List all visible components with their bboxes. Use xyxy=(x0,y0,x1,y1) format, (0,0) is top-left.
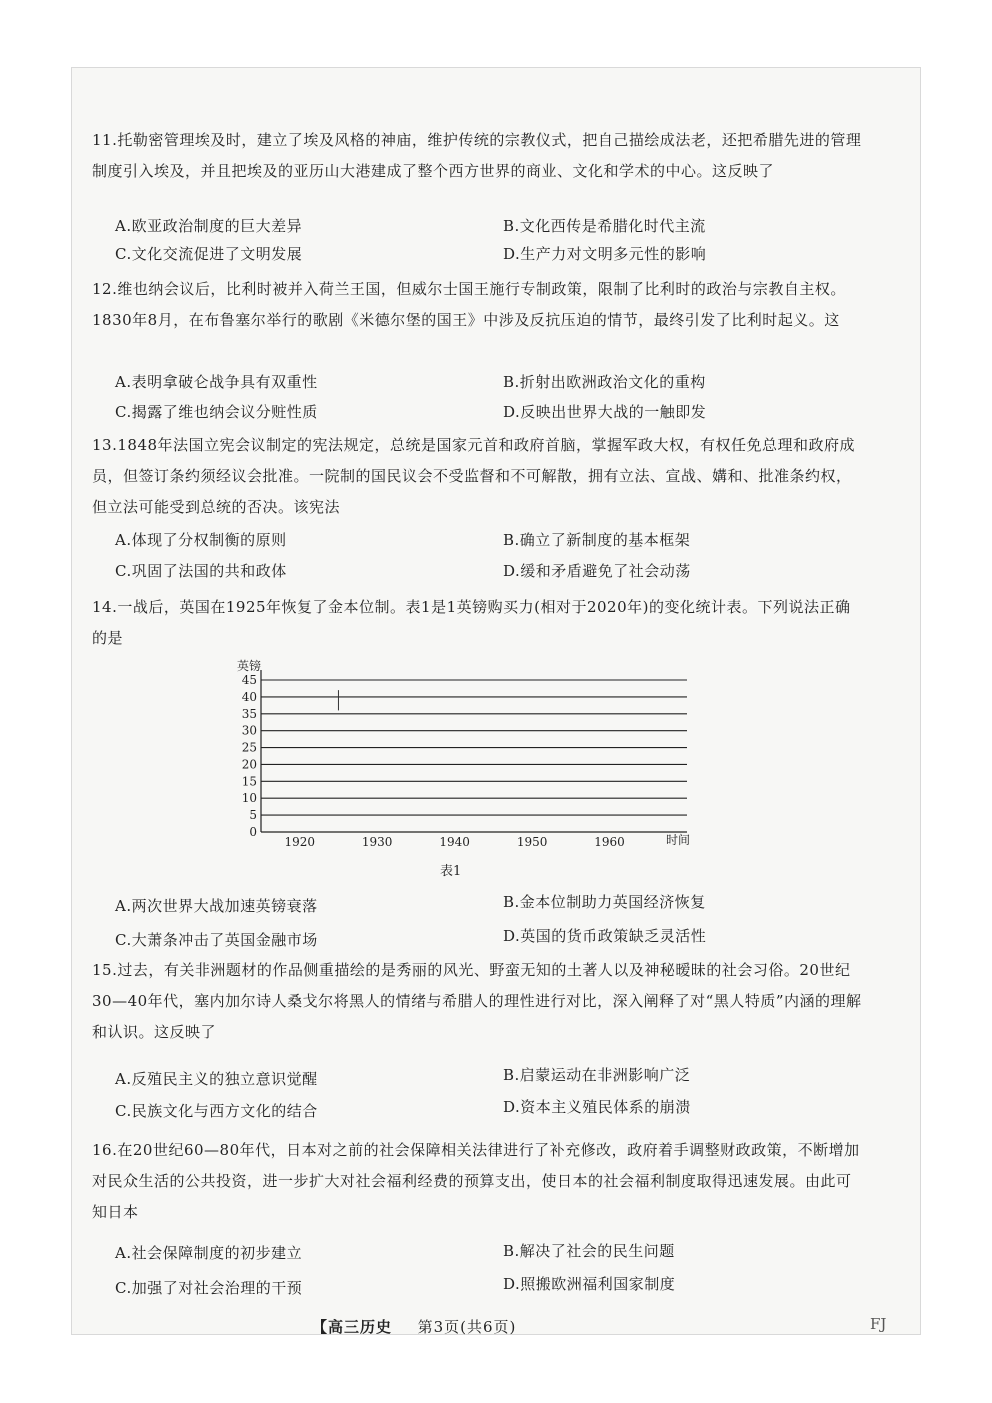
chart-x-tick-label: 1960 xyxy=(594,835,625,849)
question-14-option-b: B.金本位制助力英国经济恢复 xyxy=(503,893,706,911)
question-15-option-d: D.资本主义殖民体系的崩溃 xyxy=(503,1098,691,1116)
chart-x-tick-label: 1930 xyxy=(361,835,393,849)
question-11-option-a: A.欧亚政治制度的巨大差异 xyxy=(115,217,303,235)
question-12-stem: 12.维也纳会议后，比利时被并入荷兰王国，但威尔士国王施行专制政策，限制了比利时的政治与宗教自主权。1830年8月，在布鲁塞尔举行的歌剧《米德尔堡的国王》中涉及反抗压迫的情节，最终引发了比利时起义。这 xyxy=(92,280,846,329)
question-11-option-c: C.文化交流促进了文明发展 xyxy=(115,245,303,263)
chart-y-tick-label: 15 xyxy=(241,774,257,789)
question-14-option-c: C.大萧条冲击了英国金融市场 xyxy=(115,931,318,949)
footer-subject: 【高三历史 xyxy=(312,1318,393,1336)
footer-page-number: 第3页(共6页) xyxy=(417,1318,517,1336)
chart-y-tick-label: 25 xyxy=(241,740,257,755)
question-14-stem: 14.一战后，英国在1925年恢复了金本位制。表1是1英镑购买力(相对于2020年)的变化统计表。下列说法正确的是 xyxy=(92,598,851,647)
chart-caption: 表1 xyxy=(440,864,462,879)
chart-y-tick-label: 40 xyxy=(241,689,257,704)
question-11-option-d: D.生产力对文明多元性的影响 xyxy=(503,245,707,263)
chart-y-axis-label: 英镑 xyxy=(237,659,262,673)
chart-x-tick-label: 1940 xyxy=(439,835,470,849)
question-15-option-a: A.反殖民主义的独立意识觉醒 xyxy=(115,1070,318,1088)
question-16-option-c: C.加强了对社会治理的干预 xyxy=(115,1279,303,1297)
question-12-option-b: B.折射出欧洲政治文化的重构 xyxy=(503,373,706,391)
question-13-stem: 13.1848年法国立宪会议制定的宪法规定，总统是国家元首和政府首脑，掌握军政大权，有权任免总理和政府成员，但签订条约须经议会批准。一院制的国民议会不受监督和不可解散，拥有立法、宣战、媾和、批准条约权，但立法可能受到总统的否决。该宪法 xyxy=(92,436,856,516)
chart-x-tick-label: 1950 xyxy=(516,835,548,849)
question-12-option-d: D.反映出世界大战的一触即发 xyxy=(503,403,707,421)
question-16-option-d: D.照搬欧洲福利国家制度 xyxy=(503,1275,676,1293)
chart-y-tick-label: 30 xyxy=(241,723,257,738)
question-15-option-c: C.民族文化与西方文化的结合 xyxy=(115,1102,318,1120)
chart-x-axis-label: 时间 xyxy=(666,833,691,847)
purchasing-power-chart xyxy=(225,652,705,857)
question-13-option-c: C.巩固了法国的共和政体 xyxy=(115,562,287,580)
question-12-option-a: A.表明拿破仑战争具有双重性 xyxy=(115,373,318,391)
question-12-option-c: C.揭露了维也纳会议分赃性质 xyxy=(115,403,318,421)
question-14-option-a: A.两次世界大战加速英镑衰落 xyxy=(115,897,318,915)
question-13-option-d: D.缓和矛盾避免了社会动荡 xyxy=(503,562,691,580)
chart-y-tick-label: 35 xyxy=(241,706,257,721)
chart-x-tick-label: 1920 xyxy=(284,835,316,849)
chart-y-tick-label: 5 xyxy=(249,808,257,823)
question-15-stem: 15.过去，有关非洲题材的作品侧重描绘的是秀丽的风光、野蛮无知的土著人以及神秘暧昧的社会习俗。20世纪30—40年代，塞内加尔诗人桑戈尔将黑人的情绪与希腊人的理性进行对比，深入阐释了对“黑人特质”内涵的理解和认识。这反映了 xyxy=(92,961,862,1041)
question-16-option-b: B.解决了社会的民生问题 xyxy=(503,1242,675,1260)
footer-code: FJ xyxy=(870,1315,887,1333)
question-14-option-d: D.英国的货币政策缺乏灵活性 xyxy=(503,927,707,945)
question-16-option-a: A.社会保障制度的初步建立 xyxy=(115,1244,303,1262)
chart-y-tick-label: 20 xyxy=(241,757,257,772)
chart-y-tick-label: 45 xyxy=(241,673,257,687)
question-13-option-b: B.确立了新制度的基本框架 xyxy=(503,531,691,549)
page-footer xyxy=(312,1316,516,1337)
question-16-stem: 16.在20世纪60—80年代，日本对之前的社会保障相关法律进行了补充修改，政府着手调整财政政策，不断增加对民众生活的公共投资，进一步扩大对社会福利经费的预算支出，使日本的社会福利制度取得迅速发展。由此可知日本 xyxy=(92,1141,860,1221)
chart-y-tick-label: 0 xyxy=(249,825,257,839)
question-11-stem: 11.托勒密管理埃及时，建立了埃及风格的神庙，维护传统的宗教仪式，把自己描绘成法老，还把希腊先进的管理制度引入埃及，并且把埃及的亚历山大港建成了整个西方世界的商业、文化和学术的中心。这反映了 xyxy=(92,131,862,180)
question-15-option-b: B.启蒙运动在非洲影响广泛 xyxy=(503,1066,691,1084)
question-13-option-a: A.体现了分权制衡的原则 xyxy=(115,531,287,549)
question-11-option-b: B.文化西传是希腊化时代主流 xyxy=(503,217,706,235)
chart-y-tick-label: 10 xyxy=(241,791,257,806)
